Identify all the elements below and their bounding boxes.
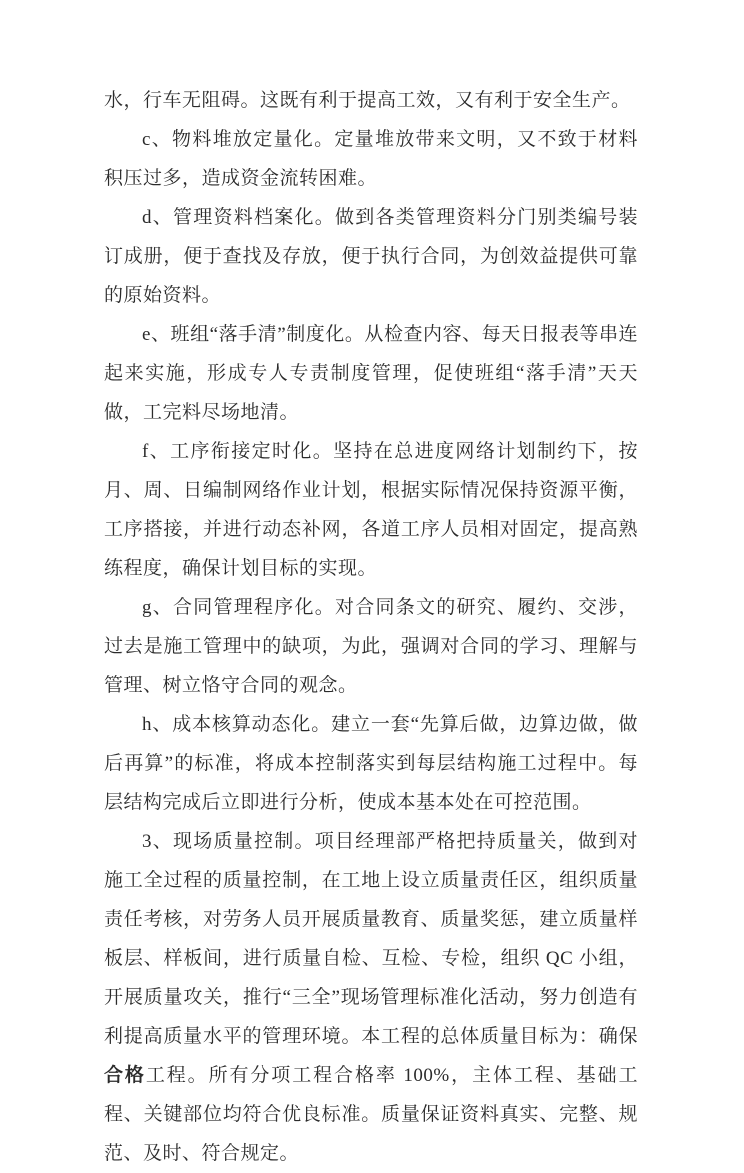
text-run: f、工序衔接定时化。坚持在总进度网络计划制约下，按月、周、日编制网络作业计划，根据实际情况保持资源平衡，工序搭接，并进行动态补网，各道工序人员相对固定，提高熟练程度，确保计划目标的实现。 (104, 441, 638, 579)
text-run: c、物料堆放定量化。定量堆放带来文明，又不致于材料积压过多，造成资金流转困难。 (104, 129, 638, 189)
text-run: 3、现场质量控制。项目经理部严格把持质量关，做到对施工全过程的质量控制，在工地上设立质量责任区，组织质量责任考核，对劳务人员开展质量教育、质量奖惩，建立质量样板层、样板间，进行质量自检、互检、专检，组织 QC 小组，开展质量攻关，推行“三全”现场管理标准化活动，努力创造有利提高质量水平的管理环境。本工程的总体质量目标为：确保 (104, 831, 638, 1047)
text-run: h、成本核算动态化。建立一套“先算后做，边算边做，做后再算”的标准，将成本控制落实到每层结构施工过程中。每层结构完成后立即进行分析，使成本基本处在可控范围。 (104, 714, 638, 813)
text-run: g、合同管理程序化。对合同条文的研究、履约、交涉，过去是施工管理中的缺项，为此，强调对合同的学习、理解与管理、树立恪守合同的观念。 (104, 597, 638, 696)
paragraph (104, 81, 638, 120)
document-body (104, 81, 638, 1173)
paragraph (104, 432, 638, 588)
paragraph (104, 120, 638, 198)
text-run: d、管理资料档案化。做到各类管理资料分门别类编号装订成册，便于查找及存放，便于执行合同，为创效益提供可靠的原始资料。 (104, 207, 638, 306)
paragraph (104, 198, 638, 315)
text-run: 工程。所有分项工程合格率 100%，主体工程、基础工程、关键部位均符合优良标准。质量保证资料真实、完整、规范、及时、符合规定。 (104, 1065, 638, 1164)
paragraph (104, 822, 638, 1173)
text-run: e、班组“落手清”制度化。从检查内容、每天日报表等串连起来实施，形成专人专责制度管理，促使班组“落手清”天天做，工完料尽场地清。 (104, 324, 638, 423)
paragraph (104, 705, 638, 822)
emphasis-text: 合格 (104, 1065, 146, 1086)
paragraph (104, 315, 638, 432)
paragraph (104, 588, 638, 705)
text-run: 水，行车无阻碍。这既有利于提高工效，又有利于安全生产。 (104, 90, 631, 111)
